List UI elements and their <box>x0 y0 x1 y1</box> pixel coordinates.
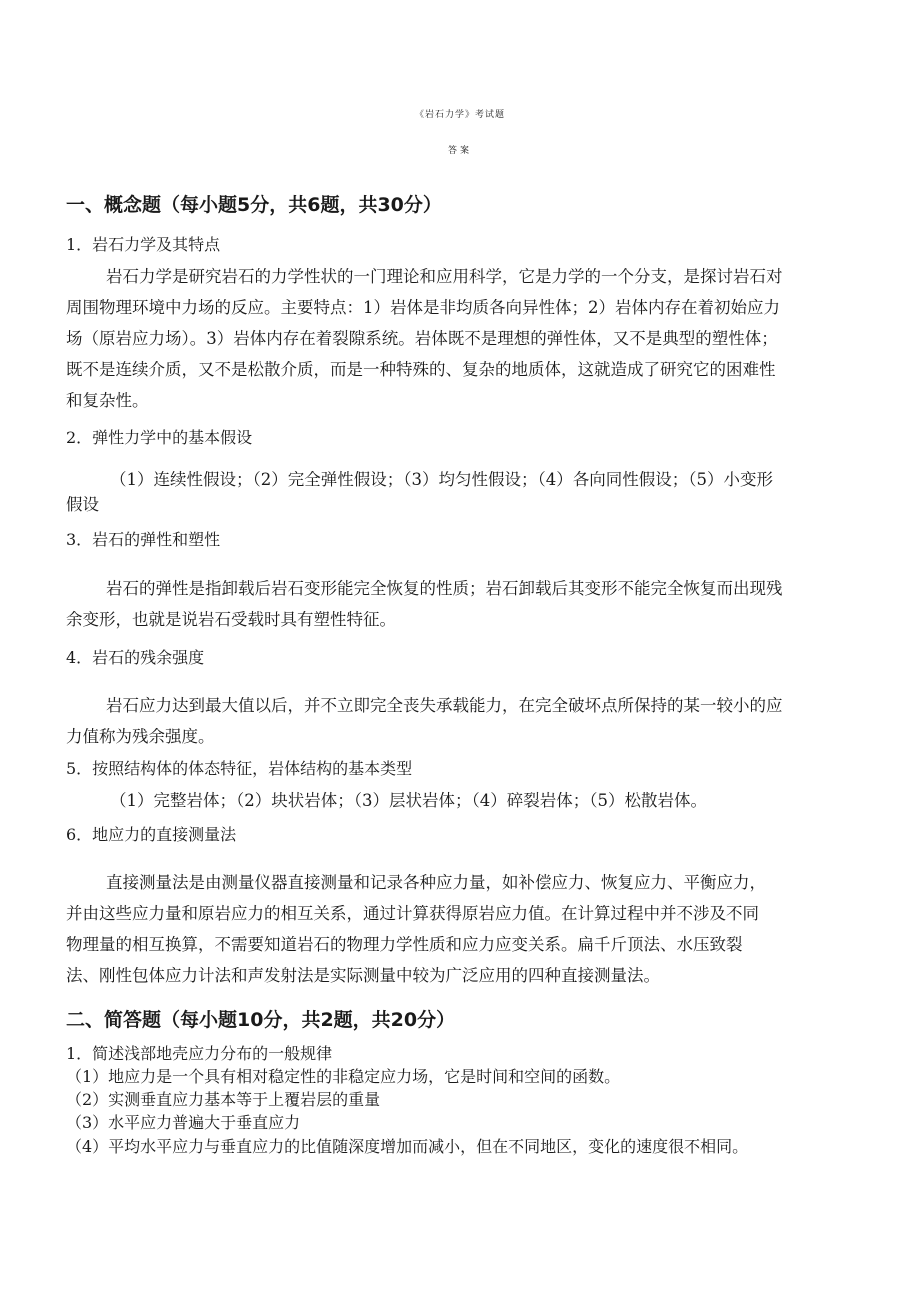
answer-line: （1）地应力是一个具有相对稳定性的非稳定应力场，它是时间和空间的函数。 <box>66 1067 621 1086</box>
answer-line: （1）完整岩体；（2）块状岩体；（3）层状岩体；（4）碎裂岩体；（5）松散岩体。 <box>110 791 707 810</box>
question-title: 1．简述浅部地壳应力分布的一般规律 <box>66 1044 333 1063</box>
answer-line: 直接测量法是由测量仪器直接测量和记录各种应力量，如补偿应力、恢复应力、平衡应力， <box>106 873 766 892</box>
question-title: 2．弹性力学中的基本假设 <box>66 428 253 447</box>
answer-line: 和复杂性。 <box>66 391 149 410</box>
answer-line: 假设 <box>66 495 99 514</box>
answer-line: 岩石力学是研究岩石的力学性状的一门理论和应用科学，它是力学的一个分支，是探讨岩石对 <box>106 267 783 286</box>
question-title: 1．岩石力学及其特点 <box>66 235 221 254</box>
answer-line: 并由这些应力量和原岩应力的相互关系，通过计算获得原岩应力值。在计算过程中并不涉及不同 <box>66 904 759 923</box>
answer-line: 岩石的弹性是指卸载后岩石变形能完全恢复的性质；岩石卸载后其变形不能完全恢复而出现残 <box>106 579 783 598</box>
section1-heading: 一、概念题（每小题5分，共6题，共30分） <box>66 194 442 216</box>
answer-line: （3）水平应力普遍大于垂直应力 <box>66 1113 301 1132</box>
answer-line: （2）实测垂直应力基本等于上覆岩层的重量 <box>66 1090 381 1109</box>
answer-line: （1）连续性假设；（2）完全弹性假设；（3）均匀性假设；（4）各向同性假设；（5）小变形 <box>110 470 773 489</box>
question-title: 3．岩石的弹性和塑性 <box>66 530 221 549</box>
question-title: 5．按照结构体的体态特征，岩体结构的基本类型 <box>66 759 413 778</box>
answer-line: 物理量的相互换算，不需要知道岩石的物理力学性质和应力应变关系。扁千斤顶法、水压致裂 <box>66 935 743 954</box>
answer-line: 场（原岩应力场）。3）岩体内存在着裂隙系统。岩体既不是理想的弹性体，又不是典型的塑性体； <box>66 329 778 348</box>
document-title: 《岩石力学》考试题 <box>414 110 505 120</box>
document-subtitle: 答案 <box>447 146 472 156</box>
answer-line: （4）平均水平应力与垂直应力的比值随深度增加而减小，但在不同地区，变化的速度很不相同。 <box>66 1137 749 1156</box>
answer-line: 余变形，也就是说岩石受载时具有塑性特征。 <box>66 610 396 629</box>
answer-line: 岩石应力达到最大值以后，并不立即完全丧失承载能力，在完全破坏点所保持的某一较小的应 <box>106 696 783 715</box>
question-title: 6．地应力的直接测量法 <box>66 825 237 844</box>
answer-line: 力值称为残余强度。 <box>66 727 215 746</box>
answer-line: 既不是连续介质，又不是松散介质，而是一种特殊的、复杂的地质体，这就造成了研究它的困难性 <box>66 360 776 379</box>
answer-line: 法、刚性包体应力计法和声发射法是实际测量中较为广泛应用的四种直接测量法。 <box>66 966 660 985</box>
question-title: 4．岩石的残余强度 <box>66 648 205 667</box>
answer-line: 周围物理环境中力场的反应。主要特点：1）岩体是非均质各向异性体；2）岩体内存在着初始应力 <box>66 298 780 317</box>
section2-heading: 二、简答题（每小题10分，共2题，共20分） <box>66 1009 456 1031</box>
